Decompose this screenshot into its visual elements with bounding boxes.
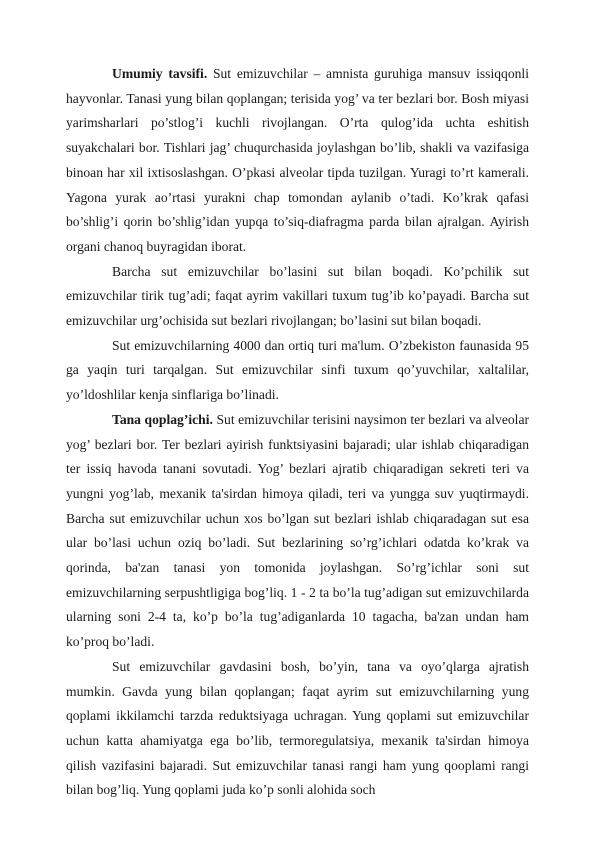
section-heading-general: Umumiy tavsifi.	[112, 66, 208, 81]
paragraph-text: Sut emizuvchilar – amnista guruhiga mansuv issiqqonli hayvonlar. Tanasi yung bilan qoplangan; terisida yog’ va ter bezlari bor. Bosh miyasi yarimsharlari po’stlog’i kuchli rivojlangan. O’rta qulog’ida uchta eshitish suyakchalari bor. Tishlari jag’ chuqurchasida joylashgan bo’lib, shakli va vazifasiga binoan har xil ixtisoslashgan. O’pkasi alveolar tipda tuzilgan. Yuragi to’rt kamerali. Yagona yurak ao’rtasi yurakni chap tomondan aylanib o’tadi. Ko’krak qafasi bo’shlig’i qorin bo’shlig’idan yupqa to’siq-diafragma parda bilan ajralgan. Ayirish organi chanoq buyragidan iborat.	[66, 66, 529, 254]
document-body	[66, 62, 529, 803]
paragraph-body-covering	[66, 408, 529, 655]
paragraph-general-description	[66, 62, 529, 260]
paragraph-species-count	[66, 334, 529, 408]
paragraph-text: Sut emizuvchilar terisini naysimon ter bezlari va alveolar yog’ bezlari bor. Ter bezlari ayirish funktsiyasini bajaradi; ular ishlab chiqaradigan ter issiq havoda tanani sovutadi. Yog’ bezlari ajratib chiqaradigan sekreti teri va yungni yog’lab, mexanik ta'sirdan himoya qiladi, teri va yungga suv yuqtirmaydi. Barcha sut emizuvchilar uchun xos bo’lgan sut bezlari ishlab chiqaradagan sut esa ular bo’lasi uchun oziq bo’ladi. Sut bezlarining so’rg’ichlari odatda ko’krak va qorinda, ba'zan tanasi yon tomonida joylashgan. So’rg’ichlar soni sut emizuvchilarning serpushtligiga bog’liq. 1 - 2 ta bo’la tug’adigan sut emizuvchilarda ularning soni 2-4 ta, ko’p bo’la tug’adiganlarda 10 tagacha, ba'zan undan ham ko’proq bo’ladi.	[66, 411, 530, 650]
paragraph-body-parts	[66, 655, 529, 803]
paragraph-text: Barcha sut emizuvchilar bo’lasini sut bilan boqadi. Ko’pchilik sut emizuvchilar tirik tug’adi; faqat ayrim vakillari tuxum tug’ib ko’payadi. Barcha sut emizuvchilar urg’ochisida sut bezlari rivojlangan; bo’lasini sut bilan boqadi.	[66, 263, 529, 329]
paragraph-text: Sut emizuvchilar gavdasini bosh, bo’yin, tana va oyo’qlarga ajratish mumkin. Gavda yung bilan qoplangan; faqat ayrim sut emizuvchilarning yung qoplami ikkilamchi tarzda reduktsiyaga uchragan. Yung qoplami sut emizuvchilar uchun katta ahamiyatga ega bo’lib, termoregulatsiya, mexanik ta'sirdan himoya qilish vazifasini bajaradi. Sut emizuvchilar tanasi rangi ham yung qooplami rangi bilan bog’liq. Yung qoplami juda ko’p sonli alohida soch	[66, 658, 529, 798]
paragraph-text: Sut emizuvchilarning 4000 dan ortiq turi ma'lum. O’zbekiston faunasida 95 ga yaqin turi tarqalgan. Sut emizuvchilar sinfi tuxum qo’yuvchilar, xaltalilar, yo’ldoshlilar kenja sinflariga bo’linadi.	[66, 337, 529, 403]
section-heading-body-covering: Tana qoplag’ichi.	[112, 411, 213, 427]
paragraph-feeding	[66, 260, 529, 334]
